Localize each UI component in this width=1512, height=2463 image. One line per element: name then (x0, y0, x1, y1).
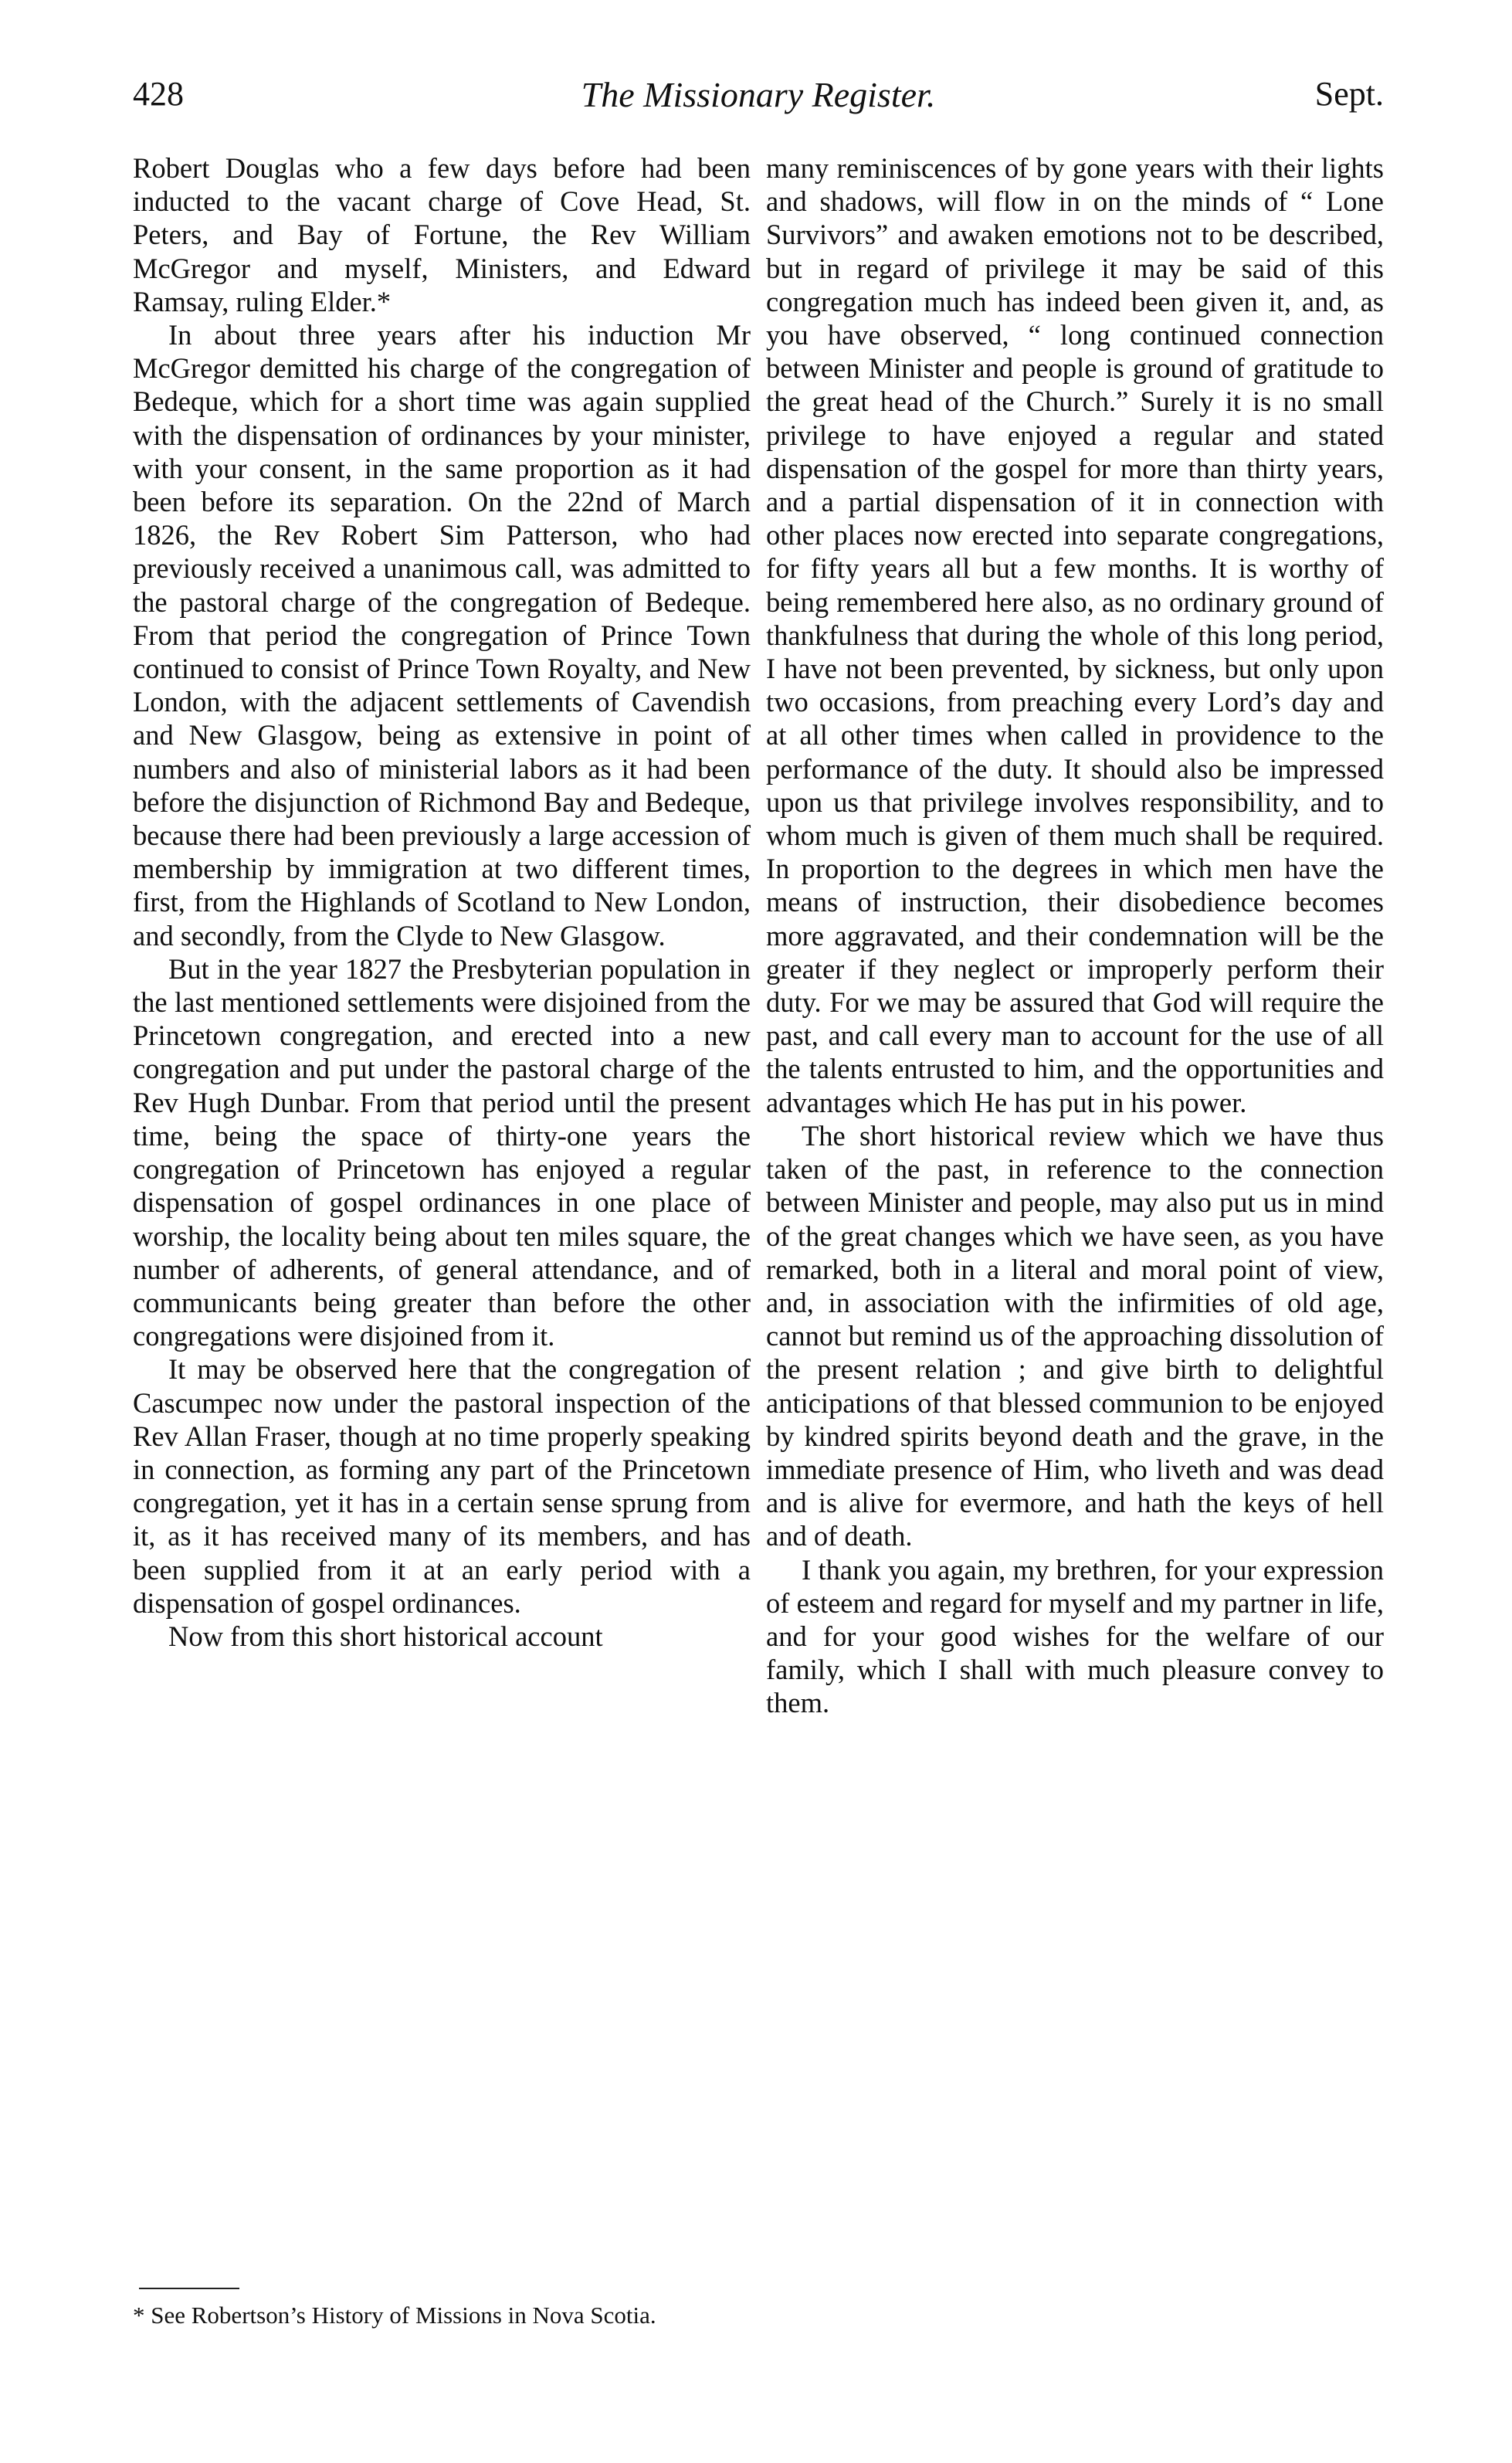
paragraph: many reminiscences of by gone years with their lights and shadows, will flow in on the minds of “ Lone Survivors” and awaken emotions not to be described, but in regard of privilege it may be said of this congregation much has indeed been given it, and, as you have observed, “ long continued connection between Minister and people is ground of gratitude to the great head of the Church.” Surely it is no small privilege to have enjoyed a regular and stated dispensation of the gospel for more than thirty years, and a partial dispensation of it in connection with other places now erected into separate congregations, for fifty years all but a few months. It is worthy of being remembered here also, as no ordinary ground of thankfulness that during the whole of this long period, I have not been prevented, by sickness, but only upon two occasions, from preaching every Lord’s day and at all other times when called in providence to the performance of the duty. It should also be impressed upon us that privilege involves responsibility, and to whom much is given of them much shall be required. In proportion to the degrees in which men have the means of instruction, their disobedience becomes more aggravated, and their condemnation will be the greater if they neglect or improperly perform their duty. For we may be assured that God will require the past, and call every man to account for the use of all the talents entrusted to him, and the opportunities and advantages which He has put in his power. (766, 152, 1384, 1118)
right-column (766, 151, 1384, 1720)
paragraph: In about three years after his induction Mr McGregor demitted his charge of the congregation of Bedeque, which for a short time was again supplied with the dispensation of ordinances by your minister, with your consent, in the same proportion as it had been before its separation. On the 22nd of March 1826, the Rev Robert Sim Patterson, who had previously received a unanimous call, was admitted to the pastoral charge of the congregation of Bedeque. From that period the congregation of Prince Town continued to consist of Prince Town Royalty, and New London, with the adjacent settlements of Cavendish and New Glasgow, being as extensive in point of numbers and also of ministerial labors as it had been before the disjunction of Richmond Bay and Bedeque, because there had been previously a large accession of membership by immigration at two different times, first, from the Highlands of Scotland to New London, and secondly, from the Clyde to New Glasgow. (133, 319, 751, 952)
paragraph: The short historical review which we have thus taken of the past, in reference to the connection between Minister and people, may also put us in mind of the great changes which we have seen, as you have remarked, both in a literal and moral point of view, and, in association with the infirmities of old age, cannot but remind us of the approaching dissolution of the present relation ; and give birth to delightful anticipations of that blessed communion to be enjoyed by kindred spirits beyond death and the grave, in the immediate presence of Him, who liveth and was dead and is alive for evermore, and hath the keys of hell and of death. (766, 1119, 1384, 1552)
paragraph: Now from this short historical account (168, 1620, 603, 1652)
paragraph: I thank you again, my brethren, for your expression of esteem and regard for myself and my partner in life, and for your good wishes for the welfare of our family, which I shall with much pleasure convey to them. (766, 1553, 1384, 1719)
page-number: 428 (133, 75, 184, 113)
issue-month: Sept. (1314, 75, 1384, 113)
paragraph: It may be observed here that the congregation of Cascumpec now under the pastoral inspection of the Rev Allan Fraser, though at no time properly speaking in connection, as forming any part of the Princetown congregation, yet it has in a certain sense sprung from it, as it has received many of its members, and has been supplied from it at an early period with a dispensation of gospel ordinances. (133, 1353, 751, 1619)
paragraph: Robert Douglas who a few days before had been inducted to the vacant charge of Cove Head, St. Peters, and Bay of Fortune, the Rev William McGregor and myself, Ministers, and Edward Ramsay, ruling Elder.* (133, 152, 751, 317)
paragraph: But in the year 1827 the Presbyterian population in the last mentioned settlements were disjoined from the Princetown congregation, and erected into a new congregation and put under the pastoral charge of the Rev Hugh Dunbar. From that period until the present time, being the space of thirty-one years the congregation of Princetown has enjoyed a regular dispensation of gospel ordinances in one place of worship, the locality being about ten miles square, the number of adherents, of general attendance, and of communicants being greater than before the other congregations were disjoined from it. (133, 952, 751, 1352)
journal-title: The Missionary Register. (581, 75, 936, 114)
footnote: * See Robertson’s History of Missions in Nova Scotia. (133, 2302, 656, 2329)
left-column (133, 151, 751, 1653)
running-header (133, 74, 1384, 128)
footnote-divider (139, 2288, 239, 2289)
